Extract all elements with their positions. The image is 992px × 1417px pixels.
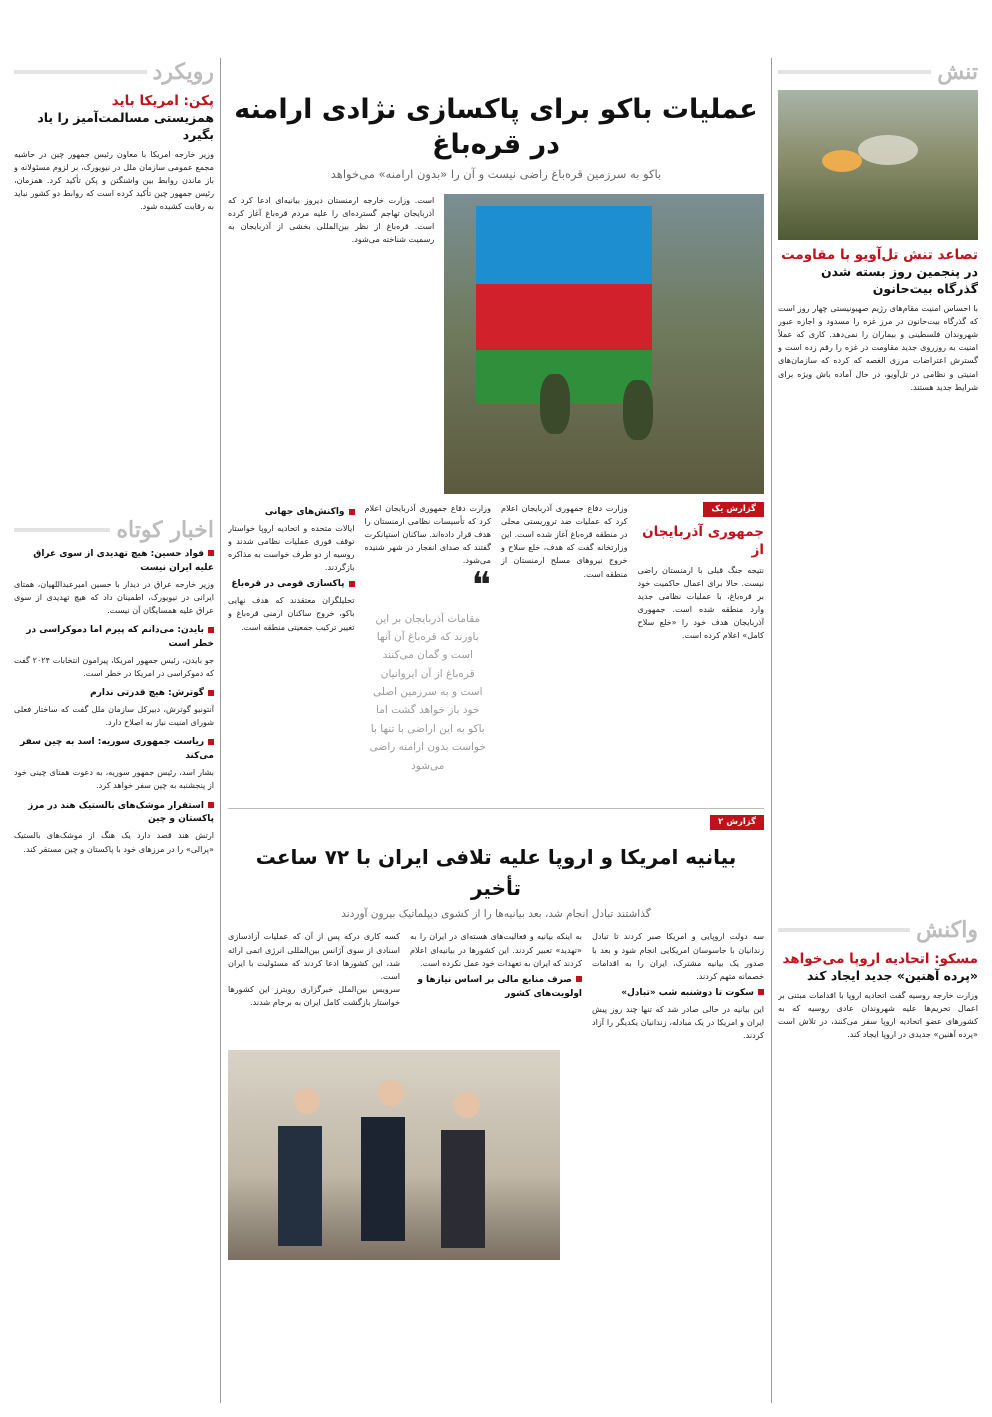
brief-item: [14, 624, 214, 680]
diplomats-photo: [228, 1050, 560, 1260]
section-tag-tension: [778, 58, 978, 86]
brief-title: بایدن: می‌دانم که پیرم اما دموکراسی در خطر است: [26, 625, 214, 650]
article-body: با احساس امنیت مقام‌های رژیم صهیونیستی چهار روز است که گذرگاه بیت‌حانون در مرز غزه را مسدود و اجازه عبور شهروندان فلسطینی و بیماران را نمی‌دهد. کاری که عملاً امنیت به روز‌‌روی جدید مقاومت در غزه را رقم زده است و گسترش اعتراضات مرزی الغصه که کرده که سازمان‌های امنیتی و نظامی در تل‌آویو، در حال آماده باش ویژه برای شرایط جدید هستند.: [778, 302, 978, 392]
headline: تصاعد تنش تل‌آویو با مقاومت در پنجمین روز بسته شدن گذرگاه بیت‌حانون: [781, 247, 978, 297]
headline-2: مسکو: اتحادیه اروپا می‌خواهد «پرده آهنین» جدید ایجاد کند: [782, 950, 978, 984]
report-two-col-2: [410, 930, 582, 1042]
report-one-row: [228, 502, 764, 802]
subhead: سکوت تا دوشنبه شب «تبادل»: [592, 987, 764, 1001]
pull-quote: مقامات آذربایجان بر این باورند که قره‌باغ آن آنها است و گمان می‌کنند قره‌باغ از آن ایروانیان است و به سرزمین اصلی خود باز خواهد گشت اما باکو به این اراضی با تنها با خواست بدون ارامنه راضی می‌شود: [369, 612, 486, 772]
article-body: کسه کاری درکه پس از آن که عملیات آزادسازی اسنادی از سوی آژانس بین‌المللی انرژی اتمی ارائه شد، این کشورها ادعا کردند که مسئولیت با ایران است.: [228, 931, 400, 981]
subheadline: گذاشتند تبادل انجام شد، بعد بیانیه‌ها را از کشوی دیپلماتیک بیرون آوردند: [341, 908, 651, 921]
brief-text: ارتش هند قصد دارد یک هنگ از موشک‌های بالستیک «پرالی» را در مرزهای خود با پاکستان و چین مستقر کند.: [14, 830, 214, 854]
brief-item: [14, 548, 214, 617]
brief-item: [14, 736, 214, 792]
article-body: وزیر خارجه امریکا با معاون رئیس جمهور چین در حاشیه مجمع عمومی سازمان ملل در نیویورک، بر لزوم مسئولانه و باز ماندن روابط بین واشنگتن و پکن تأکید کرد. همزمان، رئیس جمهور چین تأکید کرده است که روابط دو کشور نباید به رقابت کشیده شود.: [14, 148, 214, 212]
article-body-2: وزارت خارجه روسیه گفت اتحادیه اروپا با اقدامات مبتنی بر اعمال تحریم‌ها علیه شهروندان عادی روسیه که به کشورهای عضو اتحادیه اروپا سفر می‌کنند، در تلاش است «پرده آهنین» جدیدی در اروپا ایجاد کند.: [778, 990, 978, 1040]
section-tag-approach: [14, 58, 214, 86]
article-body: این بیانیه در حالی صادر شد که تنها چند روز پیش ایران و امریکا در یک مبادله، زندانیان یکدیگر را آزاد کردند.: [592, 1003, 764, 1041]
top-story-row: [228, 194, 764, 494]
report-one-col-2: [501, 502, 628, 802]
brief-title: فواد حسین: هیچ تهدیدی از سوی عراق علیه ایران نیست: [33, 548, 214, 573]
main-subheadline: باکو به سرزمین قره‌باغ راضی نیست و آن را «بدون ارامنه» می‌خواهد: [330, 167, 662, 182]
report-kicker: جمهوری آذربایجان از: [642, 524, 764, 559]
report-tag: گزارش یک: [703, 502, 764, 517]
section-tag-label: اخبار کوتاه: [116, 516, 214, 543]
brief-text: وزیر خارجه عراق در دیدار با حسین امیرعبداللهیان، همتای ایرانی در نیویورک، اطمینان داد که هیچ تهدیدی از سوی عراق علیه همسایگان آن نیست.: [14, 578, 214, 616]
report-two-col-1: [592, 930, 764, 1042]
brief-item: [14, 687, 214, 729]
main-headline: عملیات باکو برای پاکسازی نژادی ارامنه در قره‌باغ: [234, 94, 758, 161]
report-two-cols: [228, 930, 764, 1042]
section-tag-label: واکنش: [916, 916, 978, 943]
section-tag-reaction: [778, 916, 978, 944]
subhead: صرف منابع مالی بر اساس نیازها و اولویت‌های کشور: [417, 974, 582, 999]
subhead: پاکسازی قومی در قره‌باغ: [228, 578, 355, 592]
briefs-list: [14, 548, 214, 856]
gaza-border-photo: [778, 90, 978, 240]
brief-title: گوترش: هیچ قدرتی ندارم: [14, 687, 214, 701]
top-story-text: [228, 194, 434, 494]
report-one-col-4: [228, 502, 355, 802]
article-body: ایالات متحده و اتحادیه اروپا خواستار توقف فوری عملیات نظامی شدند و روسیه از دو طرف خواست به مذاکره بازگردند.: [228, 522, 355, 573]
brief-title: ریاست جمهوری سوریه: اسد به چین سفر می‌کند: [20, 737, 214, 762]
headline: پکن: امریکا باید همزیستی مسالمت‌آمیز را یاد بگیرد: [37, 93, 214, 143]
azerbaijan-soldiers-photo: [444, 194, 764, 494]
brief-title: استقرار موشک‌های بالستیک هند در مرز پاکستان و چین: [28, 800, 214, 825]
article-body: نتیجه جنگ قبلی با ارمنستان راضی نیست. حالا برای اعمال حاکمیت خود بر قره‌باغ، با عملیات نظامی جدید وارد منطقه شده است. جمهوری آذربایجان هدف خود را «خلع سلاح کامل» اعلام کرده است.: [637, 564, 764, 641]
article-body: است. وزارت خارجه ارمنستان دیروز بیانیه‌ای ادعا کرد که آذربایجان تهاجم گسترده‌ای را علیه مردم قره‌باغ آغاز کرده است. قره‌باغ از نظر بین‌المللی بخشی از آذربایجان به رسمیت شناخته می‌شود.: [228, 195, 435, 245]
column-divider: [771, 58, 772, 1403]
article-body: به اینکه بیانیه و فعالیت‌های هسته‌ای در ایران را به «تهدید» تعبیر کردند. این کشورها در بیانیه‌ای اعلام کردند که ایران به تعهدات خود عمل نکرده است.: [410, 931, 582, 968]
report-tag: گزارش ۲: [710, 815, 764, 830]
article-body: وزارت دفاع جمهوری آذربایجان اعلام کرد که عملیات ضد تروریستی محلی در منطقه قره‌باغ آغاز شده است. این وزارتخانه گفت که هدف، خلع سلاح و خروج نیروهای مسلح ارمنستان از منطقه است.: [501, 503, 628, 579]
quote-mark: ❝: [471, 564, 491, 606]
article-body: وزارت دفاع جمهوری آذربایجان اعلام کرد که تأسیسات نظامی ارمنستان را هدف قرار داده‌اند. ساکنان استپانکرت گفتند که صدای انفجار در شهر شنیده می‌شود.: [364, 503, 491, 566]
left-column: [14, 58, 214, 1403]
report-two-col-3: [228, 930, 400, 1042]
article-body: سه دولت اروپایی و امریکا صبر کردند تا تبادل زندانیان با جاسوسان امریکایی انجام شود و بعد با صدور یک بیانیه مشترک، ایران را به اقدامات خصمانه متهم کردند.: [592, 931, 764, 981]
section-tag-label: تنش: [937, 58, 978, 85]
subhead: واکنش‌های جهانی: [228, 506, 355, 520]
report-one-col-3: [365, 502, 492, 802]
brief-text: بشار اسد، رئیس جمهور سوریه، به دعوت همتای چینی خود از پنجشنبه به چین سفر خواهد کرد.: [14, 767, 214, 791]
brief-item: [14, 800, 214, 856]
right-column: [778, 58, 978, 1403]
column-divider: [220, 58, 221, 1403]
brief-text: آنتونیو گوترش، دبیرکل سازمان ملل گفت که ساختار فعلی شورای امنیت نیاز به اصلاح دارد.: [14, 704, 214, 728]
section-tag-label: رویکرد: [152, 58, 214, 85]
report-one-col-1: [638, 502, 765, 802]
section-tag-briefs: [14, 516, 214, 544]
article-body: سرویس بین‌الملل خبرگزاری رویترز این کشورها خواستار بازگشت کامل ایران به برجام شدند.: [228, 983, 400, 1007]
headline: بیانیه امریکا و اروپا علیه تلافی ایران با ۷۲ ساعت تأخیر: [255, 845, 737, 901]
article-body: تحلیلگران معتقدند که هدف نهایی باکو، خروج ساکنان ارمنی قره‌باغ و تغییر ترکیب جمعیتی منطقه است.: [228, 595, 355, 632]
center-column: [228, 80, 764, 1403]
brief-text: جو بایدن، رئیس جمهور امریکا، پیرامون انتخابات ۲۰۲۴ گفت که دموکراسی در امریکا در خطر است.: [14, 655, 214, 679]
